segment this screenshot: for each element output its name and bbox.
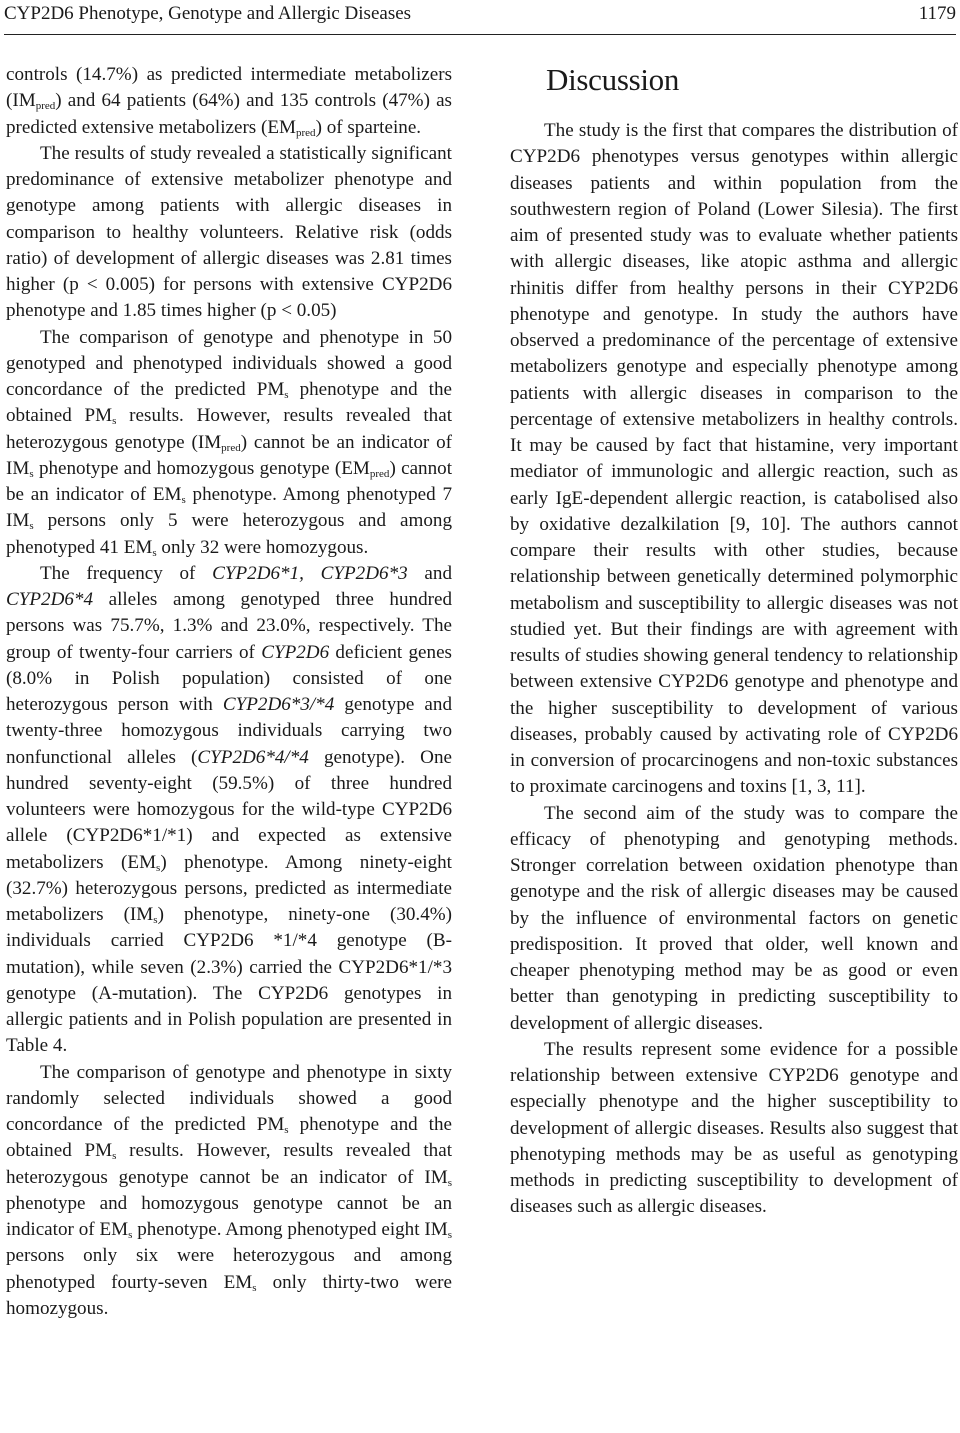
text-run: alleles among genotyped three hundred persons was 75.7%, 1.3% and 23.0%, respectively. The group of twenty-four carriers of	[6, 589, 452, 663]
text-run: ) and 64 patients (64%) and 135 controls (47%) as predicted extensive metabolizers (EM	[6, 90, 452, 138]
text-run: genotype). One hundred seventy-eight (59.5%) of three hundred volunteers were homozygous for the wild-type CYP2D6 allele (CYP2D6*1/*1) and expected as extensive metabolizers (EM	[6, 746, 452, 873]
text-run: The study is the first that compares the distribution of CYP2D6 phenotypes versus genotypes within allergic diseases patients and within population from the southwestern region of Poland (Lower Silesia). The first aim of presented study was to evaluate whether patients with allergic diseases, like atopic asthma and allergic rhinitis differ from healthy persons in their CYP2D6 phenotype and genotype. In study the authors have observed a predominance of the percentage of extensive metabolizers genotype and especially phenotype among patients with allergic diseases in comparison to the percentage of extensive metabolizers in healthy controls. It may be caused by fact that histamine, very important mediator of immunologic and allergic reaction, such as early IgE-dependent allergic reaction, is catabolised also by oxidative dezalkilation [9, 10]. The authors cannot compare their results with other studies, because relationship between genetically determined polymorphic metabolism and susceptibility to allergic diseases was not studied yet. But their findings are with agreement with results of studies showing general tendency to relationship between extensive CYP2D6 genotype and phenotype and the higher susceptibility to development of various diseases, probably caused by activating role of CYP2D6 in conversion of procarcinogens and non-toxic substances to proximate carcinogens and toxins [1, 3, 11].	[510, 120, 958, 798]
text-run: results. However, results revealed that heterozygous genotype cannot be an indicator of IM	[6, 1140, 452, 1188]
text-run: The comparison of genotype and phenotype in 50 genotyped and phenotyped individuals showed a good concordance of the predicted PM	[6, 326, 452, 400]
paragraph	[510, 118, 958, 801]
text-run: ) phenotype. Among ninety-eight (32.7%) heterozygous persons, predicted as intermediate metabolizers (IM	[6, 851, 452, 925]
italic-gene-name: CYP2D6*3/*4	[222, 694, 335, 715]
running-header	[4, 0, 956, 35]
paragraph	[510, 801, 958, 1037]
text-run: The frequency of	[40, 562, 213, 584]
text-run: The second aim of the study was to compare the efficacy of phenotyping and genotyping methods. Stronger correlation between oxidation phenotype than genotype and the risk of allergic diseases may be caused by the influence of environmental factors on genetic predisposition. It proved that older, well known and cheaper phenotyping method may be as good or even better than genotyping in predicting susceptibility to development of allergic diseases.	[510, 802, 958, 1034]
text-run: only 32 were homozygous.	[156, 536, 369, 558]
text-run: The results of study revealed a statistically significant predominance of extensive metabolizer phenotype and genotype among patients with allergic diseases in comparison to healthy volunteers. Relative risk (odds ratio) of development of allergic diseases was 2.81 times higher (p < 0.005) for persons with extensive CYP2D6 phenotype and 1.85 times higher (p < 0.05)	[6, 142, 452, 322]
paragraph	[6, 1060, 452, 1323]
subscript: pred	[221, 441, 241, 454]
subscript: s	[284, 389, 289, 401]
subscript: s	[156, 861, 161, 874]
text-run: controls (14.7%) as predicted intermediate metabolizers (IM	[6, 64, 452, 112]
text-run: phenotype and the obtained PM	[6, 379, 452, 427]
text-run: phenotype and the obtained PM	[6, 1114, 452, 1162]
running-title: CYP2D6 Phenotype, Genotype and Allergic Diseases	[4, 3, 412, 24]
subscript: s	[29, 467, 34, 480]
italic-gene-name: CYP2D6*1, CYP2D6*3	[212, 562, 408, 584]
subscript: s	[447, 1176, 452, 1189]
subscript: s	[112, 415, 117, 428]
paragraph	[6, 141, 452, 325]
text-run: genotype and twenty-three homozygous individuals carrying two nonfunctional alleles (	[6, 694, 452, 768]
text-run: only thirty-two were homozygous.	[6, 1271, 453, 1319]
subscript: s	[29, 520, 34, 533]
text-run: ) cannot be an indicator of EM	[6, 457, 453, 505]
paragraph	[6, 561, 452, 1060]
italic-gene-name: CYP2D6	[261, 641, 330, 663]
section-heading: Discussion	[546, 62, 680, 97]
subscript: s	[252, 1281, 257, 1294]
paragraph	[6, 62, 452, 141]
subscript: pred	[35, 100, 56, 113]
text-run: phenotype and homozygous genotype (EM	[33, 457, 370, 479]
italic-gene-name: CYP2D6*4	[6, 589, 93, 610]
italic-gene-name: CYP2D6*4/*4	[197, 746, 309, 768]
text-run: phenotype. Among phenotyped eight IM	[132, 1219, 448, 1240]
text-run: The results represent some evidence for a possible relationship between extensive CYP2D6 genotype and especially phenotype and the higher susceptibility to development of allergic diseases. Results also suggest that phenotyping methods may be as useful as genotyping methods in predicting susceptibility to development of diseases such as allergic diseases.	[510, 1038, 958, 1218]
text-run: results. However, results revealed that heterozygous genotype (IM	[6, 405, 452, 453]
subscript: s	[152, 546, 157, 559]
subscript: pred	[296, 126, 316, 139]
subscript: s	[284, 1124, 289, 1136]
text-run: ) phenotype, ninety-one (30.4%) individuals carried CYP2D6 *1/*4 genotype (B-mutation), while seven (2.3%) carried the CYP2D6*1/*3 genotype (A-mutation). The CYP2D6 genotypes in allergic patients and in Polish population are presented in Table 4.	[6, 904, 452, 1057]
paragraph	[510, 1037, 958, 1221]
text-run: and	[407, 562, 452, 584]
paragraph	[6, 325, 452, 561]
text-run: ) cannot be an indicator of IM	[6, 431, 452, 479]
subscript: s	[181, 494, 186, 506]
subscript: s	[447, 1229, 452, 1241]
text-run: phenotype. Among phenotyped 7 IM	[6, 484, 452, 532]
subscript: s	[153, 914, 158, 926]
text-run: persons only 5 were heterozygous and among phenotyped 41 EM	[6, 510, 452, 558]
text-run: ) of sparteine.	[315, 116, 422, 138]
text-run: The comparison of genotype and phenotype in sixty randomly selected individuals showed a good concordance of the predicted PM	[6, 1061, 452, 1135]
page-number: 1179	[918, 3, 956, 24]
subscript: pred	[369, 467, 390, 480]
subscript: s	[112, 1150, 117, 1163]
left-column	[6, 62, 452, 1322]
text-run: phenotype and homozygous genotype cannot be an indicator of EM	[6, 1192, 452, 1240]
subscript: s	[128, 1229, 133, 1241]
right-column	[510, 62, 958, 1221]
text-run: deficient genes (8.0% in Polish population) consisted of one heterozygous person with	[6, 641, 452, 715]
text-run: persons only six were heterozygous and among phenotyped fourty-seven EM	[6, 1245, 452, 1293]
